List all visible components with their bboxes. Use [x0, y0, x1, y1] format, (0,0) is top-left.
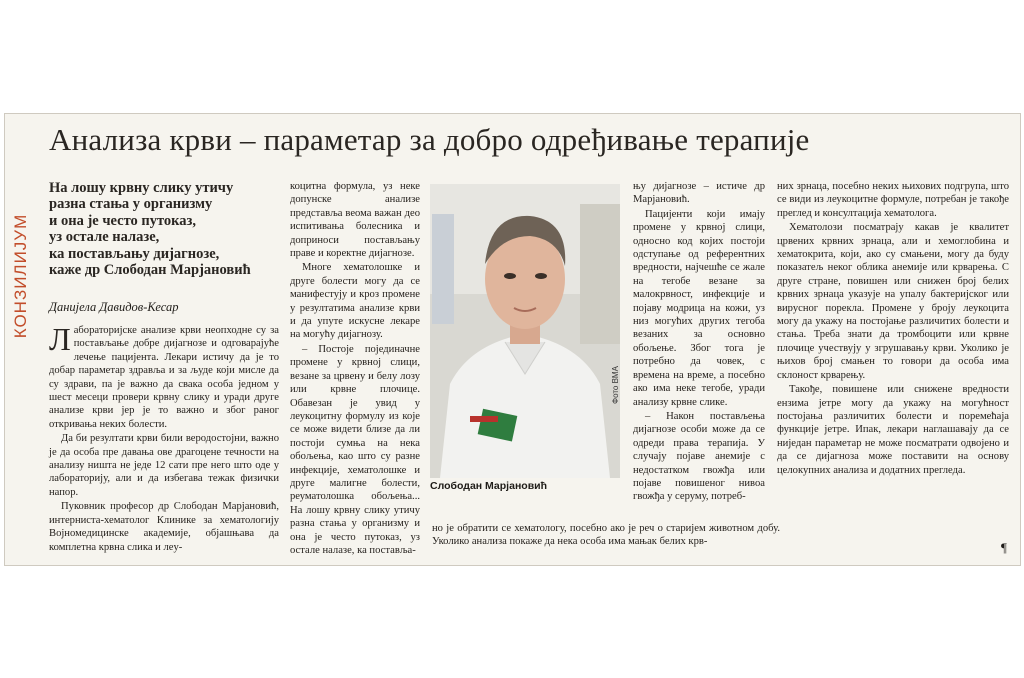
end-mark: ¶: [1001, 540, 1007, 555]
column-4: [777, 180, 1009, 478]
photo-credit: Фото ВМА: [611, 366, 620, 404]
drop-cap: Л: [49, 321, 71, 357]
article-lead: На лошу крвну слику утичу разна стања у организму и она је често путоказ, уз остале налазе, ка постављању дијагнозе, каже др Слободан Марјановић: [49, 180, 251, 279]
article-author: Данијела Давидов-Кесар: [49, 300, 179, 314]
column-2: [290, 180, 420, 558]
doctor-portrait-photo: [430, 184, 620, 478]
paragraph: њу дијагнозе – истиче др Марјановић.: [633, 181, 765, 206]
paragraph: Лабораторијске анализе крви неопходне су за постављање добре дијагнозе и одговарајуће лечење пацијента. Лекари истичу да је то добар параметар здравља и за људе који мисле да су здрави, па је важно да свака особа једном у шест месеци провери крвну слику и уради друге анализе крви јер је то важно и због раног откривања неких болести.: [49, 321, 279, 430]
section-rubric: [9, 176, 33, 376]
paragraph: – Постоје појединачне промене у крвној слици, везане за црвену и белу лозу или крвне плочице. Обавезан је увид у леукоцитну формулу из које се може видети близе да ли постоји сумња на нека обољења, као што су разне инфекције, хематолошке и друге малигне болести, реуматолошка обољења... На лошу крвну слику утичу разна стања у организму и она је често путоказ, уз остале налазе, ка постављa-: [290, 343, 420, 556]
article-title: Анализа крви – параметар за добро одређивање терапије: [49, 122, 810, 157]
paragraph: Пуковник професор др Слободан Марјановић, интерниста-хематолог Клинике за хематологију Војномедицинске академије, објашњава да комплетна крвна слика и лeу-: [49, 501, 279, 553]
paragraph: них зрнаца, посебно неких њихових подгрупа, што се види из леукоцитне формуле, потребан је такође преглед и консултација хематолога.: [777, 181, 1009, 219]
photo-caption: Слободан Марјановић: [430, 480, 548, 492]
rubric-label: КОНЗИЛИЈУМ: [11, 213, 30, 339]
continued-text: но је обратити се хематологу, посебно ако је реч о старијем животном добу. Уколико анализа покаже да нека особа има мањак белих крв-: [432, 523, 780, 548]
paragraph: коцитна формула, уз неке допунске анализе представља веома важан део испитивања болесника и доприноси постављању праве и коректне дијагнозе.: [290, 181, 420, 260]
column-3: [633, 180, 765, 505]
paragraph: Многе хематолошке и друге болести могу да се манифестују и кроз промене у резултатима анализе крви и да упуте искусне лекаре на могућу дијагнозу.: [290, 262, 420, 341]
column-1: [49, 321, 279, 555]
paragraph: Хематолози посматрају какав је квалитет црвених крвних зрнаца, али и хемоглобина и хематокрита, који, ако су смањени, могу да буду показатељ неког облика анемије или крварења. С друге стране, повишен или снижен број белих крвних зрнаца указује на упалу бактеријског или вирусног порекла. Промене у броју леукоцита могу да укажу на постојање различитих болести и стања. Треба знати да тромбоцити или крвне плочице учествују у згрушавању крви. Уколико је њихов број смањен то говори да особа има склоност крварењу.: [777, 222, 1009, 381]
paragraph: Пацијенти који имају промене у крвној слици, односно код којих постоји одступање од референтних вредности, најчешће се жале на тегобе везане за малокрвност, инфекције и појаву модрица на кожи, уз низ могућих других тегоба везаних за основно обољење. Због тога је потребно да човек, с времена на време, а посебно ако има неке тегобе, уради анализу крвне слике.: [633, 208, 765, 408]
paragraph: – Након постављења дијагнозе особи може да се одреди права терапија. У случају појаве анемије с недостатком гвожђа или појаве повишеног нивоа гвожђа у серуму, потреб-: [633, 410, 765, 503]
paragraph: Да би резултати крви били веродостојни, важно је да особа пре давања ове драгоцене течности на анализу ништа не једе 12 сати пре него што оде у лабораторију, али и да избегава тежак физички напор.: [49, 433, 279, 498]
newspaper-clipping: [4, 113, 1021, 566]
paragraph: Такође, повишене или снижене вредности ензима јетре могу да укажу на могућност постојања различитих болести и поремећаја функције јетре. Ипак, лекари наглашавају да се ниједан параметар не може посматрати одвојено и да се дијагноза може поставити на основу целокупних анализа и додатних прегледа.: [777, 384, 1009, 476]
